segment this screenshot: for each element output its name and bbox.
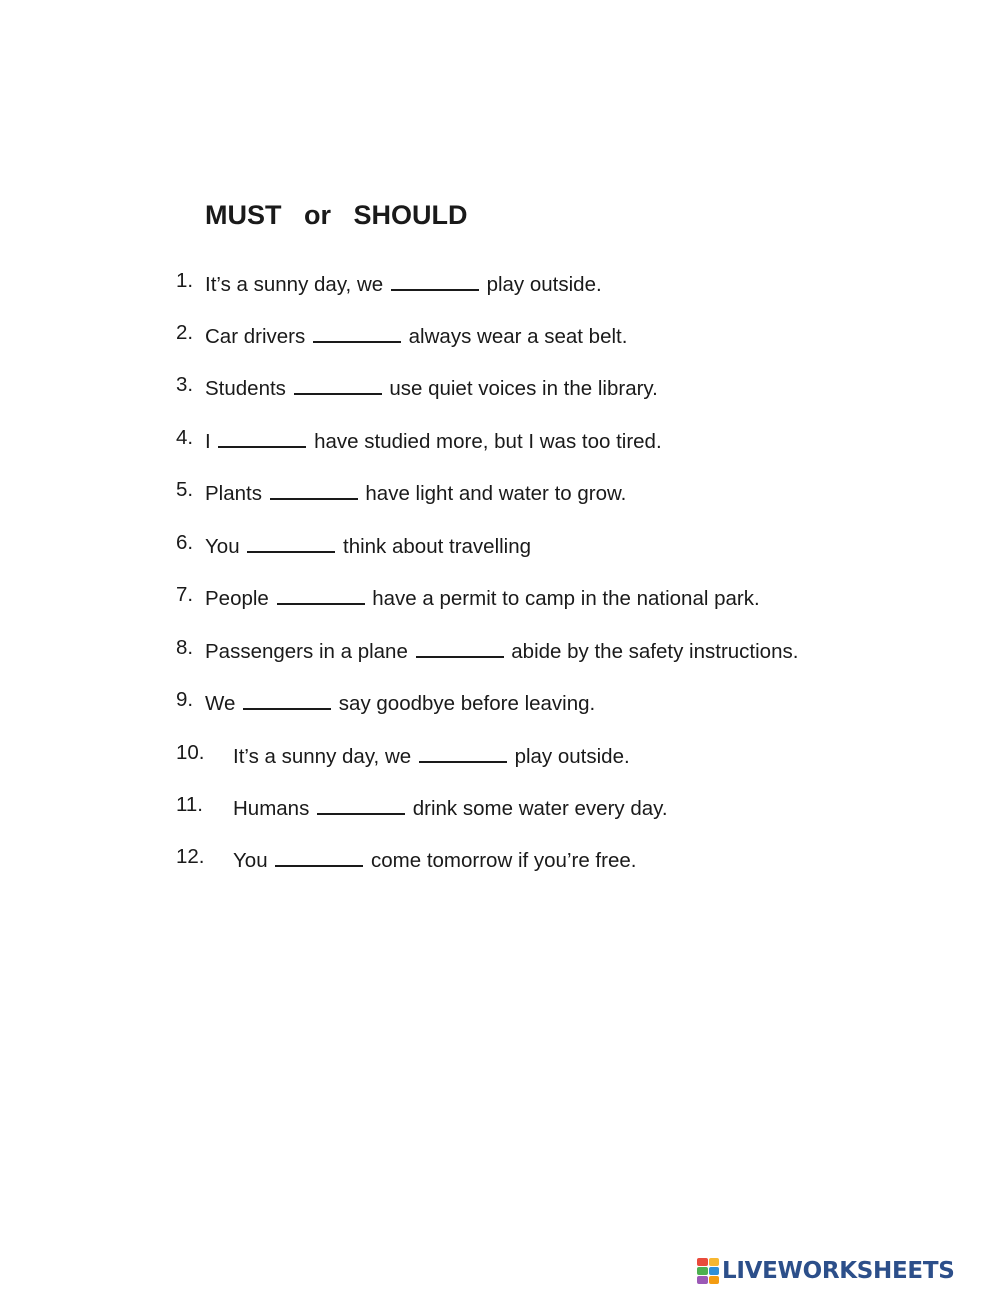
question-text-before: You bbox=[205, 535, 240, 558]
answer-blank[interactable] bbox=[317, 793, 405, 815]
question-number: 12. bbox=[176, 845, 205, 868]
question-text-before: You bbox=[233, 849, 268, 872]
answer-blank[interactable] bbox=[294, 373, 382, 395]
question-text-after: think about travelling bbox=[343, 535, 532, 558]
liveworksheets-logo-icon bbox=[697, 1258, 719, 1284]
question-text-after: drink some water every day. bbox=[412, 797, 668, 820]
question-text-after: have studied more, but I was too tired. bbox=[314, 430, 662, 453]
answer-blank[interactable] bbox=[247, 531, 335, 553]
question-text-before: We bbox=[205, 692, 236, 715]
question-text-after: have a permit to camp in the national park. bbox=[372, 587, 760, 610]
question-text-after: say goodbye before leaving. bbox=[338, 692, 596, 715]
question-number: 1. bbox=[176, 269, 194, 292]
worksheet-title: MUST or SHOULD bbox=[205, 200, 468, 230]
brand-name: LIVEWORKSHEETS bbox=[722, 1258, 955, 1284]
question-text-after: always wear a seat belt. bbox=[408, 325, 628, 348]
question-number: 2. bbox=[176, 321, 194, 344]
question-text-before: It’s a sunny day, we bbox=[233, 745, 412, 768]
question-text-before: It’s a sunny day, we bbox=[205, 273, 384, 296]
question-number: 5. bbox=[176, 478, 194, 501]
question-text-after: use quiet voices in the library. bbox=[389, 377, 658, 400]
question-number: 3. bbox=[176, 373, 194, 396]
question-text-after: have light and water to grow. bbox=[365, 482, 627, 505]
answer-blank[interactable] bbox=[416, 636, 504, 658]
answer-blank[interactable] bbox=[275, 845, 363, 867]
question-number: 6. bbox=[176, 531, 194, 554]
question-number: 4. bbox=[176, 426, 194, 449]
answer-blank[interactable] bbox=[391, 269, 479, 291]
answer-blank[interactable] bbox=[313, 321, 401, 343]
question-text-before: Passengers in a plane bbox=[205, 640, 408, 663]
question-text-after: abide by the safety instructions. bbox=[511, 640, 799, 663]
question-number: 7. bbox=[176, 583, 194, 606]
question-text-before: I bbox=[205, 430, 211, 453]
liveworksheets-logo bbox=[697, 1255, 954, 1287]
question-number: 9. bbox=[176, 688, 194, 711]
answer-blank[interactable] bbox=[243, 688, 331, 710]
question-text-after: play outside. bbox=[486, 273, 602, 296]
question-number: 11. bbox=[176, 793, 203, 816]
question-number: 10. bbox=[176, 741, 205, 764]
question-text-before: People bbox=[205, 587, 269, 610]
question-text-before: Humans bbox=[233, 797, 310, 820]
question-text-before: Car drivers bbox=[205, 325, 306, 348]
answer-blank[interactable] bbox=[419, 741, 507, 763]
question-text-after: play outside. bbox=[514, 745, 630, 768]
answer-blank[interactable] bbox=[270, 478, 358, 500]
question-text-before: Plants bbox=[205, 482, 262, 505]
question-text-before: Students bbox=[205, 377, 286, 400]
answer-blank[interactable] bbox=[218, 426, 306, 448]
question-number: 8. bbox=[176, 636, 194, 659]
question-text-after: come tomorrow if you’re free. bbox=[371, 849, 637, 872]
answer-blank[interactable] bbox=[277, 583, 365, 605]
